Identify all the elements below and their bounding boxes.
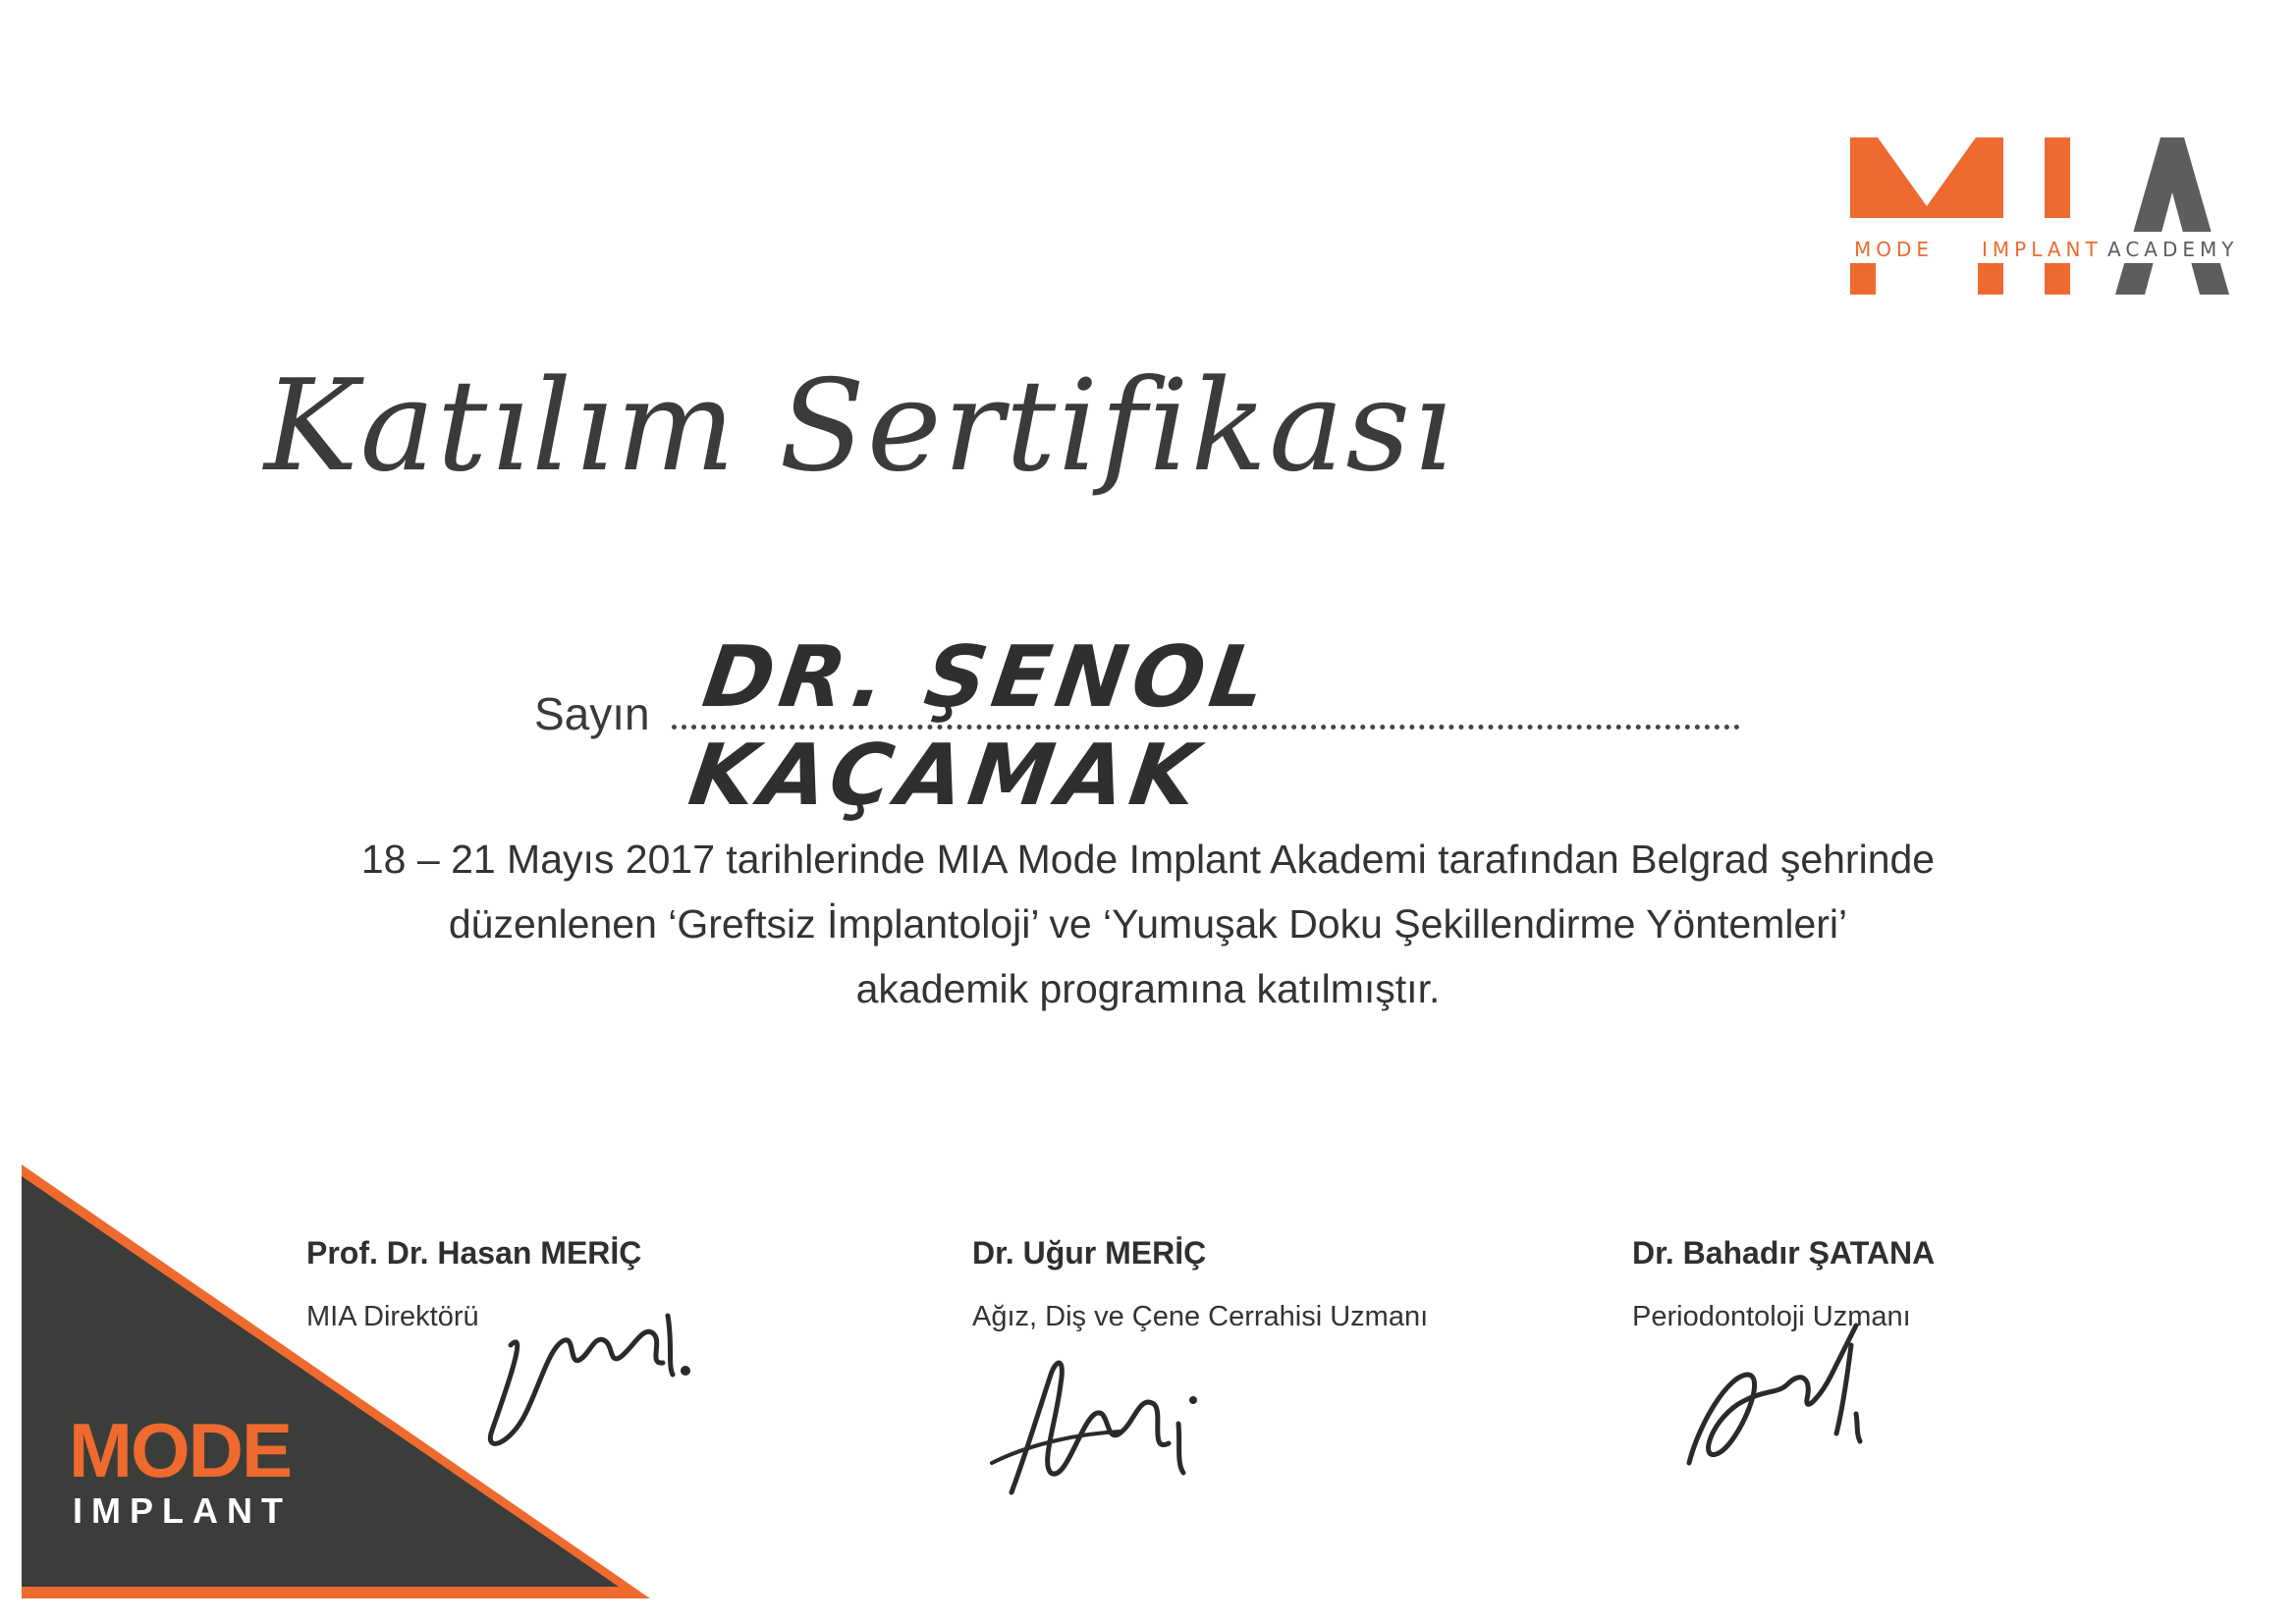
corner-implant-logo: IMPLANT (73, 1490, 292, 1531)
mia-logo-mark (1850, 137, 2229, 295)
corner-mode-logo: MODE (69, 1407, 291, 1493)
logo-academy-text: ACADEMY (2107, 238, 2239, 261)
logo-mode-text: MODE (1854, 238, 1935, 261)
signatory-role: MIA Direktörü (306, 1301, 479, 1332)
signature-3-image (1650, 1306, 1886, 1502)
signatory-name: Dr. Uğur MERİÇ (972, 1235, 1207, 1271)
signatory-name: Dr. Bahadır ŞATANA (1632, 1235, 1936, 1271)
salutation-label: Sayın (534, 688, 650, 739)
body-line-1: 18 – 21 Mayıs 2017 tarihlerinde MIA Mode Implant Akademi tarafından Belgrad şehrinde (360, 837, 1936, 882)
signatory-role: Periodontoloji Uzmanı (1632, 1301, 1911, 1332)
logo-implant-text: IMPLANT (1982, 238, 2103, 261)
certificate-title: Katılım Sertifikası (263, 353, 1455, 500)
recipient-name: DR. ŞENOL KAÇAMAK (683, 628, 1278, 825)
signatory-role: Ağız, Diş ve Çene Cerrahisi Uzmanı (972, 1301, 1429, 1332)
body-line-2: düzenlenen ‘Greftsiz İmplantoloji’ ve ‘Yumuşak Doku Şekillendirme Yöntemleri’ (448, 901, 1848, 947)
body-line-3: akademik programına katılmıştır. (855, 966, 1441, 1011)
certificate-body (0, 827, 2296, 1021)
signatory-name: Prof. Dr. Hasan MERİÇ (306, 1235, 642, 1271)
signature-1-image (471, 1286, 707, 1473)
signature-2-image (972, 1316, 1247, 1532)
